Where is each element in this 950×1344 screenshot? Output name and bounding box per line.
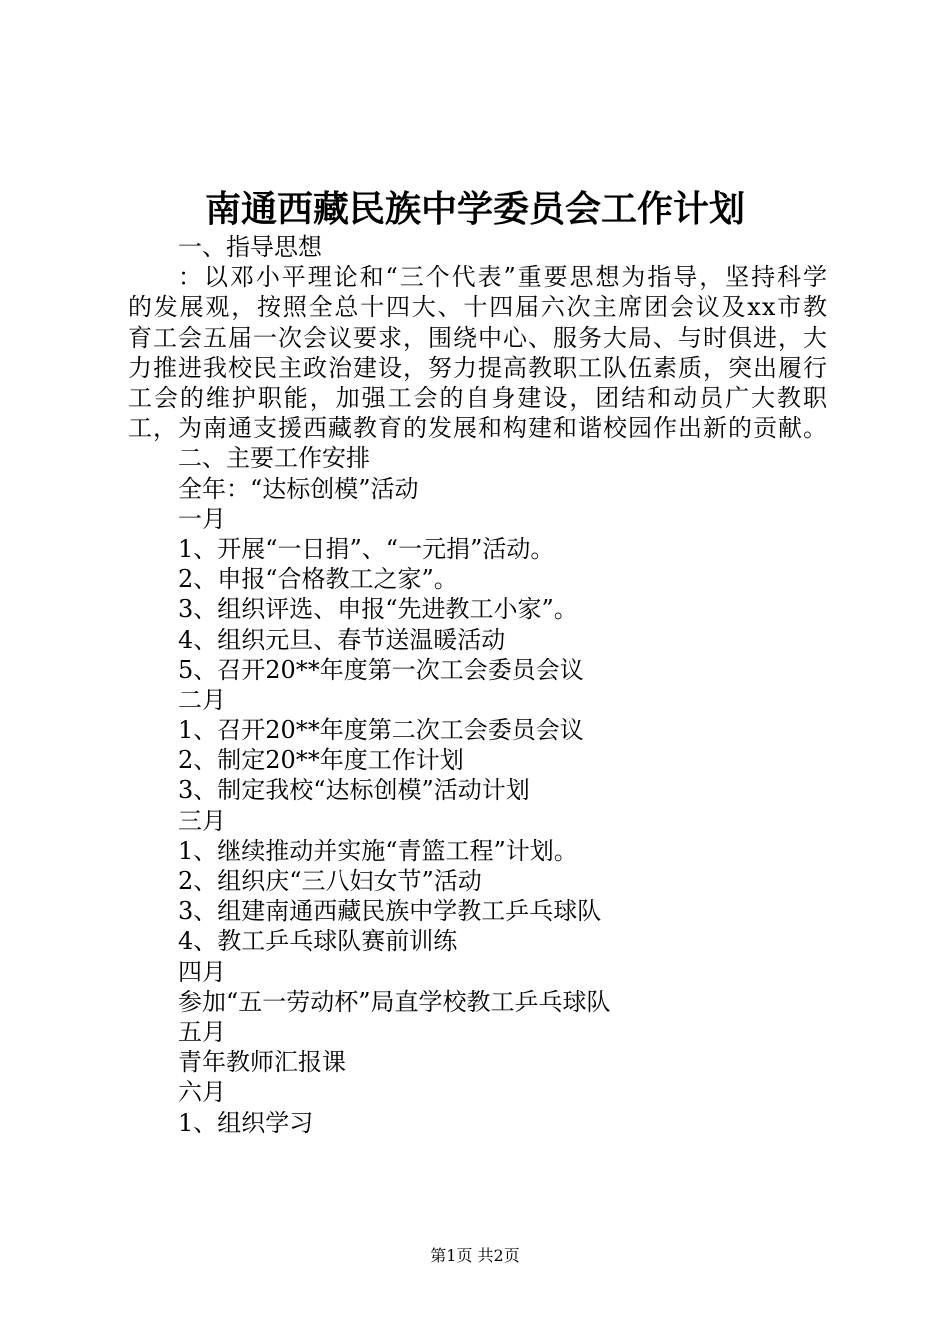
plan-item: 1、召开20**年度第二次工会委员会议: [178, 716, 584, 745]
month-heading: 三月: [178, 806, 226, 835]
plan-item: 青年教师汇报课: [178, 1048, 346, 1077]
plan-item: 1、组织学习: [178, 1108, 314, 1137]
month-heading: 二月: [178, 685, 226, 714]
page-number-footer: 第1页 共2页: [430, 1246, 520, 1265]
plan-item: 2、制定20**年度工作计划: [178, 746, 464, 775]
plan-item: 4、教工乒乓球队赛前训练: [178, 927, 458, 956]
plan-item: 参加“五一劳动杯”局直学校教工乒乓球队: [178, 987, 611, 1016]
plan-item: 4、组织元旦、春节送温暖活动: [178, 625, 506, 654]
month-heading: 四月: [178, 957, 226, 986]
section-heading-guiding-ideology: 一、指导思想: [178, 233, 322, 261]
plan-item: 3、组织评选、申报“先进教工小家”。: [178, 595, 578, 624]
plan-item: 1、开展“一日捐”、“一元捐”活动。: [178, 534, 555, 563]
plan-line: 全年：“达标创模”活动: [178, 474, 419, 503]
plan-item: 1、继续推动并实施“青篮工程”计划。: [178, 836, 578, 865]
plan-item: 3、制定我校“达标创模”活动计划: [178, 776, 530, 805]
plan-item: 2、申报“合格教工之家”。: [178, 565, 458, 594]
document-title: 南通西藏民族中学委员会工作计划: [204, 188, 745, 230]
document-body: [128, 232, 828, 1138]
month-heading: 六月: [178, 1078, 226, 1107]
guiding-ideology-paragraph: ：以邓小平理论和“三个代表”重要思想为指导，坚持科学的发展观，按照全总十四大、十四届六次主席团会议及xx市教育工会五届一次会议要求，围绕中心、服务大局、与时俱进，大力推进我校民主政治建设，努力提高教职工队伍素质，突出履行工会的维护职能，加强工会的自身建设，团结和动员广大教职工，为南通支援西藏教育的发展和构建和谐校园作出新的贡献。: [128, 263, 828, 443]
section-heading-main-work: 二、主要工作安排: [178, 444, 370, 473]
plan-item: 2、组织庆“三八妇女节”活动: [178, 867, 482, 896]
month-heading: 一月: [178, 504, 226, 533]
plan-item: 5、召开20**年度第一次工会委员会议: [178, 655, 584, 684]
plan-item: 3、组建南通西藏民族中学教工乒乓球队: [178, 897, 602, 926]
month-heading: 五月: [178, 1017, 226, 1046]
